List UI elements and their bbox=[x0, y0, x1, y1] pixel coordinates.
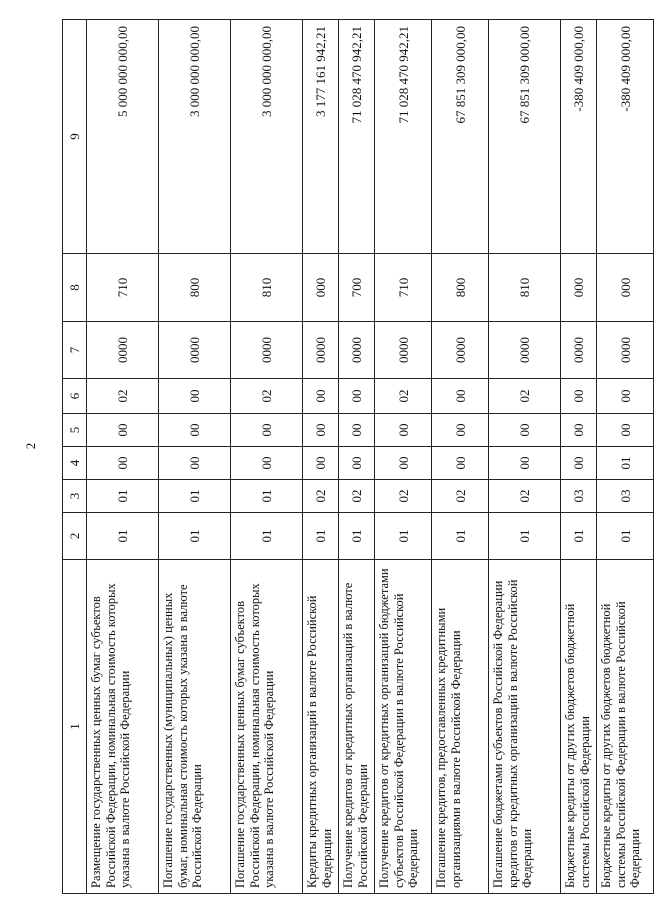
code-cell: 01 bbox=[231, 480, 303, 513]
row-description: Получение кредитов от кредитных организаций бюджетами субъектов Российской Федерации в валюте Российской Федерации bbox=[375, 560, 432, 894]
code-cell: 00 bbox=[432, 379, 489, 414]
code-cell: 710 bbox=[87, 254, 159, 322]
code-cell: 00 bbox=[432, 414, 489, 447]
header-cell: 6 bbox=[63, 379, 87, 414]
amount-cell: -380 409 000,00 bbox=[561, 20, 597, 254]
code-cell: 00 bbox=[303, 447, 339, 480]
code-cell: 00 bbox=[375, 447, 432, 480]
amount-cell: 67 851 309 000,00 bbox=[432, 20, 489, 254]
code-cell: 00 bbox=[561, 447, 597, 480]
code-cell: 000 bbox=[597, 254, 654, 322]
amount-cell: 71 028 470 942,21 bbox=[339, 20, 375, 254]
header-cell: 1 bbox=[63, 560, 87, 894]
code-cell: 02 bbox=[489, 379, 561, 414]
code-cell: 01 bbox=[231, 513, 303, 560]
code-cell: 00 bbox=[375, 414, 432, 447]
header-cell: 7 bbox=[63, 322, 87, 379]
header-cell: 8 bbox=[63, 254, 87, 322]
code-cell: 02 bbox=[432, 480, 489, 513]
table-row bbox=[159, 20, 231, 894]
code-cell: 01 bbox=[339, 513, 375, 560]
row-description: Кредиты кредитных организаций в валюте Российской Федерации bbox=[303, 560, 339, 894]
code-cell: 000 bbox=[303, 254, 339, 322]
code-cell: 01 bbox=[303, 513, 339, 560]
code-cell: 00 bbox=[87, 414, 159, 447]
code-cell: 00 bbox=[561, 379, 597, 414]
code-cell: 01 bbox=[561, 513, 597, 560]
header-cell: 9 bbox=[63, 20, 87, 254]
code-cell: 02 bbox=[489, 480, 561, 513]
code-cell: 0000 bbox=[231, 322, 303, 379]
header-cell: 4 bbox=[63, 447, 87, 480]
amount-cell: 5 000 000 000,00 bbox=[87, 20, 159, 254]
code-cell: 810 bbox=[231, 254, 303, 322]
code-cell: 02 bbox=[375, 480, 432, 513]
code-cell: 01 bbox=[432, 513, 489, 560]
amount-cell: 71 028 470 942,21 bbox=[375, 20, 432, 254]
code-cell: 700 bbox=[339, 254, 375, 322]
code-cell: 01 bbox=[597, 447, 654, 480]
code-cell: 0000 bbox=[303, 322, 339, 379]
table-row bbox=[432, 20, 489, 894]
code-cell: 01 bbox=[159, 480, 231, 513]
code-cell: 02 bbox=[339, 480, 375, 513]
row-description: Получение кредитов от кредитных организаций в валюте Российской Федерации bbox=[339, 560, 375, 894]
code-cell: 800 bbox=[159, 254, 231, 322]
code-cell: 0000 bbox=[159, 322, 231, 379]
code-cell: 0000 bbox=[339, 322, 375, 379]
code-cell: 00 bbox=[561, 414, 597, 447]
code-cell: 0000 bbox=[375, 322, 432, 379]
table-row bbox=[489, 20, 561, 894]
code-cell: 00 bbox=[87, 447, 159, 480]
code-cell: 710 bbox=[375, 254, 432, 322]
code-cell: 00 bbox=[159, 414, 231, 447]
code-cell: 0000 bbox=[87, 322, 159, 379]
code-cell: 0000 bbox=[597, 322, 654, 379]
row-description: Размещение государственных ценных бумаг субъектов Российской Федерации, номинальная стоимость которых указана в валюте Российской Федерации bbox=[87, 560, 159, 894]
amount-cell: 67 851 309 000,00 bbox=[489, 20, 561, 254]
code-cell: 00 bbox=[597, 414, 654, 447]
table-row bbox=[339, 20, 375, 894]
amount-cell: 3 177 161 942,21 bbox=[303, 20, 339, 254]
code-cell: 01 bbox=[87, 513, 159, 560]
code-cell: 01 bbox=[159, 513, 231, 560]
code-cell: 02 bbox=[231, 379, 303, 414]
header-cell: 3 bbox=[63, 480, 87, 513]
code-cell: 810 bbox=[489, 254, 561, 322]
row-description: Бюджетные кредиты от других бюджетов бюджетной системы Российской Федерации в валюте Российской Федерации bbox=[597, 560, 654, 894]
header-cell: 5 bbox=[63, 414, 87, 447]
amount-cell: 3 000 000 000,00 bbox=[159, 20, 231, 254]
code-cell: 0000 bbox=[561, 322, 597, 379]
code-cell: 800 bbox=[432, 254, 489, 322]
code-cell: 00 bbox=[159, 379, 231, 414]
row-description: Погашение бюджетами субъектов Российской Федерации кредитов от кредитных организаций в валюте Российской Федерации bbox=[489, 560, 561, 894]
code-cell: 00 bbox=[231, 414, 303, 447]
code-cell: 00 bbox=[303, 379, 339, 414]
code-cell: 00 bbox=[303, 414, 339, 447]
code-cell: 00 bbox=[339, 414, 375, 447]
code-cell: 00 bbox=[339, 447, 375, 480]
row-description: Погашение государственных ценных бумаг субъектов Российской Федерации, номинальная стоимость которых указана в валюте Российской Федерации bbox=[231, 560, 303, 894]
row-description: Бюджетные кредиты от других бюджетов бюджетной системы Российской Федерации bbox=[561, 560, 597, 894]
code-cell: 03 bbox=[597, 480, 654, 513]
code-cell: 02 bbox=[375, 379, 432, 414]
amount-cell: 3 000 000 000,00 bbox=[231, 20, 303, 254]
code-cell: 01 bbox=[489, 513, 561, 560]
code-cell: 02 bbox=[303, 480, 339, 513]
code-cell: 02 bbox=[87, 379, 159, 414]
table-row bbox=[561, 20, 597, 894]
code-cell: 00 bbox=[489, 414, 561, 447]
code-cell: 0000 bbox=[432, 322, 489, 379]
budget-sources-table bbox=[62, 19, 654, 894]
page-number: 2 bbox=[23, 442, 38, 450]
row-description: Погашение государственных (муниципальных) ценных бумаг, номинальная стоимость которых указана в валюте Российской Федерации bbox=[159, 560, 231, 894]
table-row bbox=[231, 20, 303, 894]
table-row bbox=[303, 20, 339, 894]
code-cell: 01 bbox=[597, 513, 654, 560]
code-cell: 00 bbox=[231, 447, 303, 480]
header-row bbox=[63, 20, 87, 894]
rotated-table-frame bbox=[62, 20, 642, 894]
amount-cell: -380 409 000,00 bbox=[597, 20, 654, 254]
code-cell: 01 bbox=[87, 480, 159, 513]
table-container bbox=[62, 20, 642, 894]
code-cell: 00 bbox=[159, 447, 231, 480]
code-cell: 000 bbox=[561, 254, 597, 322]
table-row bbox=[87, 20, 159, 894]
header-cell: 2 bbox=[63, 513, 87, 560]
code-cell: 0000 bbox=[489, 322, 561, 379]
code-cell: 00 bbox=[597, 379, 654, 414]
code-cell: 00 bbox=[339, 379, 375, 414]
row-description: Погашение кредитов, предоставленных кредитными организациями в валюте Российской Федерации bbox=[432, 560, 489, 894]
table-row bbox=[597, 20, 654, 894]
code-cell: 00 bbox=[489, 447, 561, 480]
code-cell: 00 bbox=[432, 447, 489, 480]
code-cell: 03 bbox=[561, 480, 597, 513]
table-row bbox=[375, 20, 432, 894]
code-cell: 01 bbox=[375, 513, 432, 560]
